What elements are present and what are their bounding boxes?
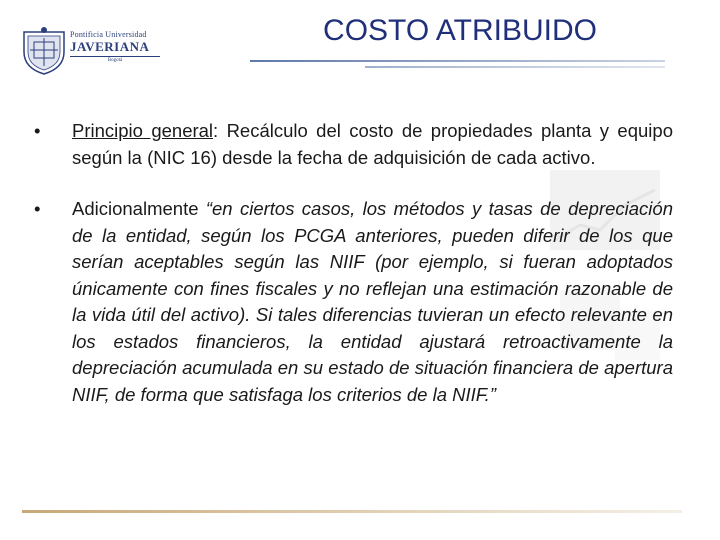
logo-line1: Pontificia Universidad	[70, 30, 147, 39]
bullet-adicionalmente	[30, 196, 673, 408]
crest-icon	[18, 24, 70, 76]
logo-line3: Bogotá	[107, 58, 123, 63]
bullet-marker: •	[34, 198, 41, 219]
page-title: COSTO ATRIBUIDO	[323, 14, 597, 47]
bullet-quote: “en ciertos casos, los métodos y tasas de depreciación de la entidad, según los PCGA anteriores, pueden diferir de los que serían aceptables según las NIIF (por ejemplo, si fueran adoptados únicamente con fines fiscales y no reflejan una estimación razonable de la vida útil del activo). Si tales diferencias tuvieran un efecto relevante en los estados financieros, la entidad ajustará retroactivamente la depreciación acumulada en su estado de situación financiera de apertura NIIF, de forma que satisfaga los criterios de la NIIF.”	[72, 198, 673, 405]
bullet-text	[72, 118, 673, 171]
title-rule	[250, 60, 665, 62]
title-rule-secondary	[365, 66, 665, 68]
logo-text	[70, 30, 160, 63]
bullet-body: : Recálculo del costo de propiedades planta y equipo según la (NIC 16) desde la fecha de adquisición de cada activo.	[72, 120, 673, 168]
slide-content	[30, 118, 673, 433]
bullet-principio-general	[30, 118, 673, 171]
footer-rule	[22, 510, 682, 513]
bullet-term: Principio general	[72, 120, 214, 141]
bullet-text	[72, 196, 673, 408]
logo-line2: JAVERIANA	[70, 39, 160, 57]
bullet-prefix: Adicionalmente	[72, 198, 206, 219]
bullet-marker: •	[34, 120, 41, 141]
